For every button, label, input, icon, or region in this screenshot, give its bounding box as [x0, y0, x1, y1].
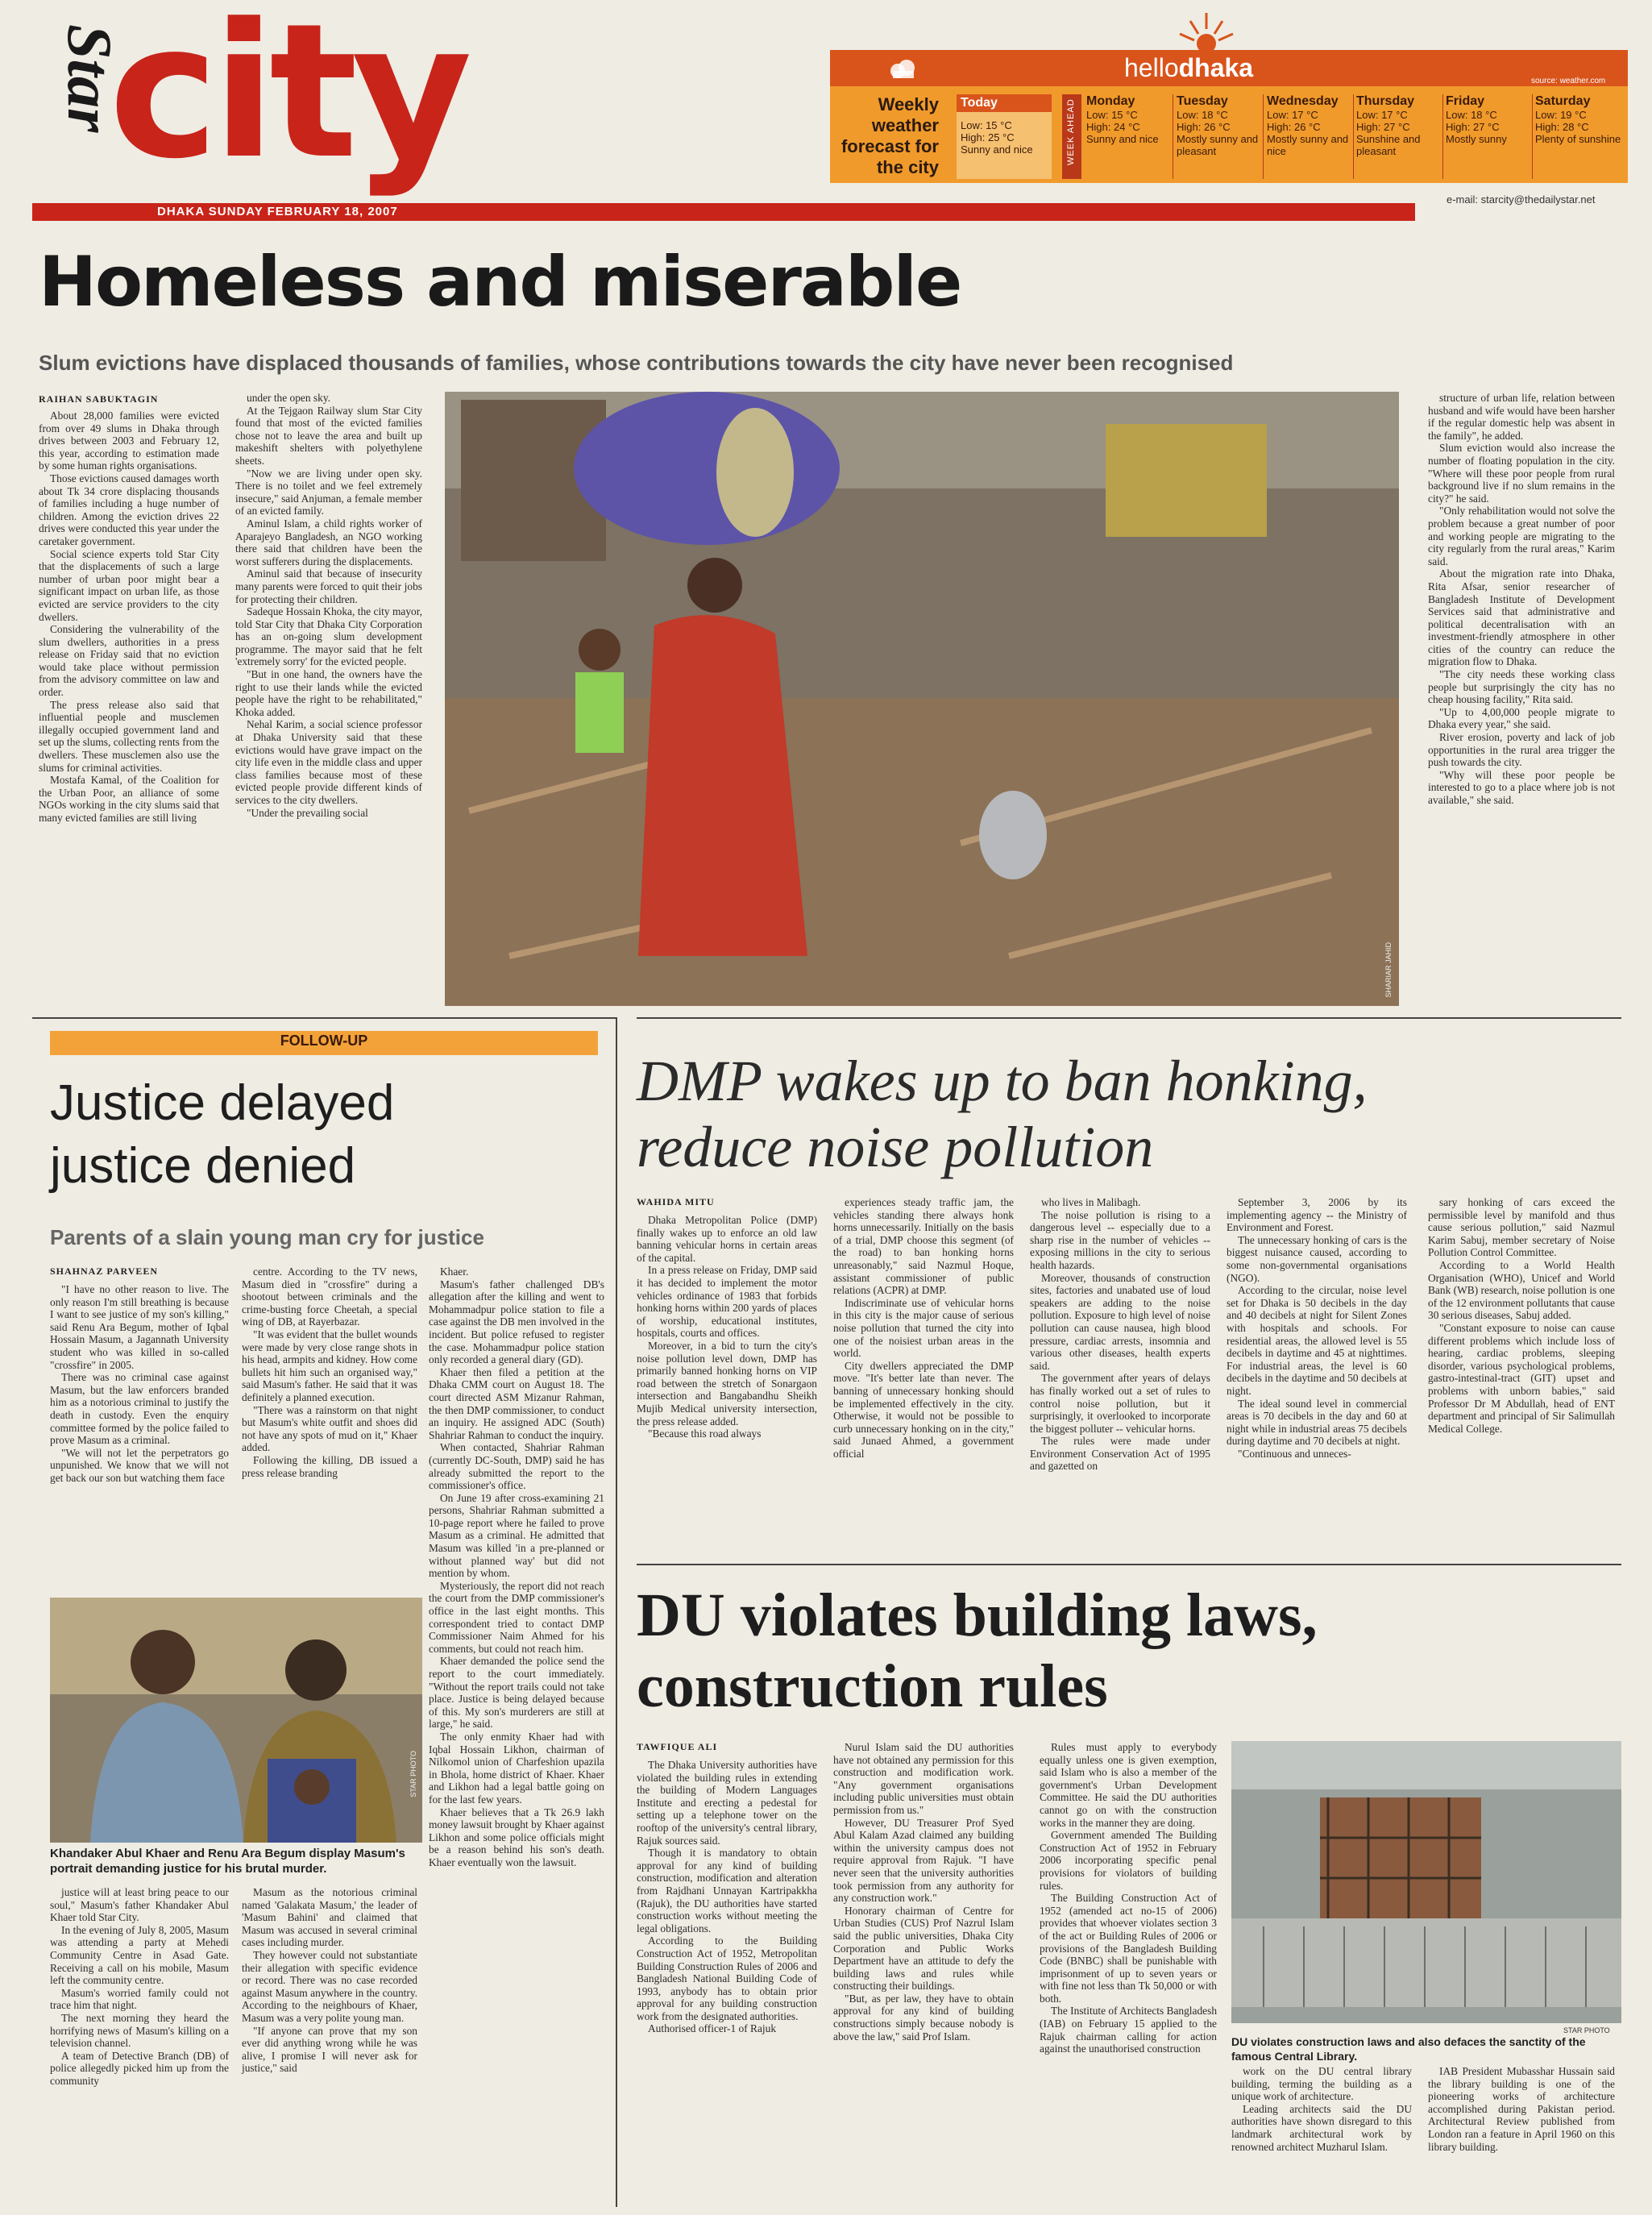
lead-dek: Slum evictions have displaced thousands of families, whose contributions towards the city have never been recognised: [39, 351, 1234, 375]
paragraph: Mostafa Kamal, of the Coalition for the Urban Poor, an alliance of some NGOs working in the city slums said that many evicted families are still living: [39, 774, 219, 824]
du-column-4: [1231, 2065, 1412, 2210]
weather-day-desc: Mostly sunny: [1446, 133, 1507, 145]
paragraph: The only enmity Khaer had with Iqbal Hossain Likhon, chairman of Nilkomol union of Charfeshion upazila in Bhola, home district of Khaer. Khaer and Likhon had a legal battle going on for the last few years.: [429, 1730, 604, 1806]
paragraph: "It was evident that the bullet wounds were made by very close range shots in his head, armpits and kidney. How come bullets hit him such an organised way," said Masum's father. He said that it was definitely a planned execution.: [242, 1328, 417, 1403]
weather-day-high: High: 28 °C: [1535, 121, 1589, 133]
paragraph: under the open sky.: [247, 392, 330, 404]
lead-photo: [445, 392, 1399, 1006]
paragraph: River erosion, poverty and lack of job opportunities in the rural area trigger the push towards the city.: [1428, 731, 1615, 769]
followup-column-5: [242, 1886, 417, 2209]
paragraph: Masum's father challenged DB's allegation after the killing and went to Mohammadpur police station to file a case against the DB men involved in the incident. But police refused to register the case. Mohammadpur police station only recorded a general diary (GD).: [429, 1278, 604, 1366]
paragraph: Nurul Islam said the DU authorities have not obtained any permission for this construction and modification work. "Any government organisations including public universities must obtain permission from us.": [833, 1741, 1014, 1816]
weather-divider: [1353, 94, 1354, 179]
paragraph: Aminul Islam, a child rights worker of Aparajeyo Bangladesh, an NGO working there said that children have been the worst sufferers during the displacements.: [235, 517, 422, 567]
star-logo: [32, 16, 125, 202]
paragraph: Moreover, thousands of construction sites, factories and unabated use of loud speakers are adding to the noise pollution. Exposure to high level of noise pollution can cause nausea, high blood pressure, cardiac arrests, insomnia and various other diseases, health experts said.: [1030, 1271, 1210, 1372]
du-photo-illustration: [1231, 1741, 1621, 2023]
paragraph: Considering the vulnerability of the slum dwellers, authorities in a press release on Friday said that no eviction would take place without permission from the advisory committee on law and order.: [39, 623, 219, 699]
followup-column-4: [50, 1886, 229, 2209]
followup-column-2: [242, 1265, 417, 1590]
paragraph: "There was a rainstorm on that night but Masum's white outfit and shoes did not have any spots of mud on it," Khaer added.: [242, 1403, 417, 1454]
week-ahead-strip: [1062, 94, 1081, 179]
weather-day-high: High: 26 °C: [1177, 121, 1231, 133]
paragraph: The press release also said that influential people and musclemen illegally occupied government land and set up the slums, collecting rents from the dwellers. These musclemen also use the slums for criminal activities.: [39, 698, 219, 774]
paragraph: "Because this road always: [648, 1427, 762, 1440]
paragraph: Khaer.: [440, 1265, 469, 1278]
contact-email: e-mail: starcity@thedailystar.net: [1447, 193, 1596, 206]
paragraph: Government amended The Building Construction Act of 1952 in February 2006 incorporating specific penal provisions for violators of building rules.: [1040, 1829, 1217, 1892]
paragraph: Masum as the notorious criminal named 'Galakata Masum,' the leader of 'Masum Bahini' and claimed that Masum was accused in several criminal cases including murder.: [242, 1886, 417, 1949]
lead-headline: Homeless and miserable: [39, 242, 961, 322]
dmp-byline: WAHIDA MITU: [637, 1196, 715, 1207]
paragraph: Leading architects said the DU authorities have shown disregard to this landmark architectural work by renowned architect Muzharul Islam.: [1231, 2102, 1412, 2153]
weather-today-desc: Sunny and nice: [961, 143, 1033, 156]
paragraph: centre. According to the TV news, Masum died in "crossfire" during a shootout between criminals and the crime-busting force Cheetah, a special wing of DB, at Rayerbazar.: [242, 1265, 417, 1328]
du-photo-credit: STAR PHOTO: [1563, 2026, 1610, 2034]
weather-today-label: Today: [961, 96, 998, 110]
weather-brand: [1124, 53, 1253, 83]
paragraph: Khaer then filed a petition at the Dhaka CMM court on August 18. The court directed ASM Mizanur Rahman, the then DMP commissioner, to conduct an inquiry. He assigned ADC (South) Shahriar Rahman to conduct the inquiry.: [429, 1365, 604, 1441]
paragraph: IAB President Mubasshar Hussain said the library building is one of the pioneering works of architecture accomplished during Pakistan period. Architectural Review published from London ran a feature in April 1960 on this library building.: [1428, 2065, 1615, 2153]
weather-day-label: Wednesday: [1267, 94, 1339, 108]
paragraph: In a press release on Friday, DMP said it has decided to implement the motor vehicles ordinance of 1983 that forbids honking horns within 200 yards of places of worship, educational institutes, hospitals, courts and offices.: [637, 1264, 817, 1340]
dmp-column-2: [833, 1196, 1014, 1552]
weather-brand-light: hello: [1124, 53, 1179, 82]
dmp-headline-line-1: DMP wakes up to ban honking,: [637, 1049, 1368, 1113]
weather-today-low: Low: 15 °C: [961, 119, 1012, 131]
du-column-1: [637, 1759, 817, 2210]
dmp-column-5: [1428, 1196, 1615, 1552]
paragraph: "But in one hand, the owners have the right to use their lands while the evicted people have the right to be rehabilitated," Khoka added.: [235, 668, 422, 718]
paragraph: In the evening of July 8, 2005, Masum was attending a party at Mehedi Community Centre in Asad Gate. Receiving a call on his mobile, Masum left the community centre.: [50, 1923, 229, 1987]
weather-day-label: Thursday: [1356, 94, 1415, 108]
followup-byline: SHAHNAZ PARVEEN: [50, 1265, 159, 1277]
paragraph: However, DU Treasurer Prof Syed Abul Kalam Azad claimed any building within the university campus does not require approval from Rajuk. "I have never seen that the university authorities took permission from any authority for any construction work.": [833, 1816, 1014, 1905]
week-ahead-label: WEEK AHEAD: [1066, 98, 1076, 165]
dmp-column-3: [1030, 1196, 1210, 1552]
weather-day-desc: Mostly sunny and nice: [1267, 133, 1349, 157]
paragraph: justice will at least bring peace to our soul," Masum's father Khandaker Abul Khaer told Star City.: [50, 1886, 229, 1924]
city-logo: city: [109, 0, 467, 200]
paragraph: About 28,000 families were evicted from over 49 slums in Dhaka through drives between 2003 and February 12, this year, according to estimation made by some human rights organisations.: [39, 409, 219, 472]
paragraph: "Up to 4,00,000 people migrate to Dhaka every year," she said.: [1428, 705, 1615, 731]
du-byline: TAWFIQUE ALI: [637, 1741, 718, 1752]
paragraph: Authorised officer-1 of Rajuk: [648, 2022, 777, 2035]
weather-day-desc: Sunshine and pleasant: [1356, 133, 1421, 157]
weather-day-label: Monday: [1086, 94, 1135, 108]
star-logo-text: Star: [55, 24, 125, 133]
paragraph: structure of urban life, relation between husband and wife would have been harsher if the regular domestic help was absent in the family", he added.: [1428, 392, 1615, 442]
followup-headline-line-2: justice denied: [50, 1138, 356, 1194]
weather-day-low: Low: 19 °C: [1535, 109, 1587, 121]
paragraph: "Constant exposure to noise can cause different problems which include loss of hearing, cardiac problems, sleeping disorder, various psychological problems, gastro-intestinal-tract (GIT) upset and problems with unborn babies," said Professor Dr M Abdullah, head of ENT department and principal of Sir Salimullah Medical College.: [1428, 1321, 1615, 1435]
paragraph: When contacted, Shahriar Rahman (currently DC-South, DMP) said he has already submitted the report to the commissioner's office.: [429, 1441, 604, 1492]
weather-divider: [1442, 94, 1443, 179]
paragraph: The unnecessary honking of cars is the biggest nuisance caused, according to some non-governmental organisations (NGO).: [1227, 1233, 1407, 1284]
weather-day: [1267, 94, 1354, 157]
paragraph: There was no criminal case against Masum, but the law enforcers branded him as a notorious criminal to justify the death in custody. Even the enquiry committee formed by the police failed to prove Masum as a criminal.: [50, 1371, 229, 1447]
paragraph: who lives in Malibagh.: [1041, 1196, 1141, 1208]
weather-day-label: Friday: [1446, 94, 1485, 108]
paragraph: "I have no other reason to live. The only reason I'm still breathing is because I want to see justice of my son's killing," said Renu Ara Begum, mother of Iqbal Hossain Masum, a Jagannath University student who was killed in so-called "crossfire" in 2005.: [50, 1283, 229, 1371]
paragraph: The Building Construction Act of 1952 (amended act no-15 of 2006) provides that whoever violates section 3 of the act or Building Rules of 2006 or provisions of the Bangladesh Building Code (BNBC) shall be punishable with imprisonment of up to seven years or with fine not less than Tk 50,000 or with both.: [1040, 1892, 1217, 2005]
weather-day-high: High: 24 °C: [1086, 121, 1140, 133]
paragraph: A team of Detective Branch (DB) of police allegedly picked him up from the community: [50, 2049, 229, 2087]
paragraph: Khaer believes that a Tk 26.9 lakh money lawsuit brought by Khaer against Likhon and some police officials might be a reason behind his son's death. Khaer eventually won the lawsuit.: [429, 1806, 604, 1868]
paragraph: Social science experts told Star City that the displacements of such a large number of urban poor might bear a significant impact on urban life, as those evicted are service providers to the city dwellers.: [39, 547, 219, 623]
lead-column-2: [235, 392, 422, 1006]
weather-day-label: Saturday: [1535, 94, 1591, 108]
du-library-photo: [1231, 1741, 1621, 2023]
paragraph: The government after years of delays has finally worked out a set of rules to control noise pollution, but it surprisingly, it overlooked to incorporate the biggest polluter -- vehicular horns.: [1030, 1372, 1210, 1435]
weather-day-high: High: 26 °C: [1267, 121, 1321, 133]
weather-title: Weekly weather forecast for the city: [841, 94, 939, 177]
followup-right-rule: [616, 1017, 617, 2207]
weather-day-desc: Plenty of sunshine: [1535, 133, 1621, 145]
paragraph: "We will not let the perpetrators go unpunished. We know that we will not get back our son but watching them face: [50, 1446, 229, 1484]
du-headline: [637, 1580, 1318, 1722]
paragraph: "Now we are living under open sky. There is no toilet and we feel extremely insecure," said Anjuman, a female member of an evicted family.: [235, 467, 422, 517]
paragraph: The noise pollution is rising to a dangerous level -- especially due to a sharp rise in the number of vehicles -- exposing millions in the city to serious health hazards.: [1030, 1208, 1210, 1271]
paragraph: Nehal Karim, a social science professor at Dhaka University said that these evictions would have grave impact on the city life even in the middle class and upper class families because most of these evicted people provide different kinds of services to the city dwellers.: [235, 718, 422, 806]
weather-day-label: Tuesday: [1177, 94, 1228, 108]
paragraph: On June 19 after cross-examining 21 persons, Shahriar Rahman submitted a 10-page report where he failed to prove Masum as a criminal. He admitted that Masum was killed 'in a pre-planned or without planned way' but did not mention by whom.: [429, 1491, 604, 1580]
followup-photo: [50, 1598, 422, 1843]
weather-today-high: High: 25 °C: [961, 131, 1015, 143]
paragraph: Dhaka Metropolitan Police (DMP) finally wakes up to enforce an old law banning vehicular horns in certain areas of the capital.: [637, 1214, 817, 1264]
paragraph: Mysteriously, the report did not reach the court from the DMP commissioner's office in the last eight months. This correspondent tried to contact DMP Commissioner Naim Ahmed for his comments, but could not reach him.: [429, 1579, 604, 1655]
paragraph: The Institute of Architects Bangladesh (IAB) on February 15 applied to the Rajuk chairman calling for action against the unauthorised construction: [1040, 2005, 1218, 2055]
lead-photo-illustration: [445, 392, 1399, 1006]
paragraph: The rules were made under Environment Conservation Act of 1995 and gazetted on: [1030, 1435, 1210, 1473]
weather-day-low: Low: 18 °C: [1177, 109, 1228, 121]
weather-day-low: Low: 17 °C: [1267, 109, 1318, 121]
paragraph: Rules must apply to everybody equally unless one is given exemption, said Islam who is also a member of the government's Urban Development Committee. He said the DU authorities cannot go on with the construction works in the manner they are doing.: [1040, 1741, 1217, 1829]
paragraph: Following the killing, DB issued a press release branding: [242, 1453, 417, 1479]
followup-tag: FOLLOW-UP: [280, 1033, 368, 1049]
paragraph: "But, as per law, they have to obtain approval for any kind of building constructions simply because nobody is above the law," said Prof Islam.: [833, 1992, 1014, 2043]
followup-column-3: [429, 1265, 604, 2200]
du-top-rule: [637, 1564, 1621, 1565]
weather-day-low: Low: 17 °C: [1356, 109, 1408, 121]
paragraph: Khaer demanded the police send the report to the court immediately. "Without the report trails could not take place. Justice is being delayed because of this. My son's murderers are still at large," he said.: [429, 1655, 604, 1731]
cloud-icon: [886, 56, 919, 81]
dmp-headline: [637, 1048, 1368, 1180]
paragraph: work on the DU central library building, terming the building as a unique work of architecture.: [1231, 2065, 1412, 2103]
paragraph: According to a World Health Organisation (WHO), Unicef and World Bank (WB) research, noise pollution is one of the 12 environment pollutants that cause 30 serious diseases, Sabuj added.: [1428, 1258, 1615, 1322]
paragraph: Moreover, in a bid to turn the city's noise pollution level down, DMP has primarily banned honking horns on VIP road between the stretch of Sonargaon intersection and Bangabandhu Sheikh Mujib Medical university intersection, the press release added.: [637, 1339, 817, 1427]
weather-divider: [1532, 94, 1533, 179]
dmp-column-1: [637, 1214, 817, 1552]
weather-day-high: High: 27 °C: [1446, 121, 1500, 133]
followup-column-1: [50, 1283, 229, 1590]
paragraph: "Why will these poor people be interested to go to a place where job is not available," she said.: [1428, 768, 1615, 806]
followup-top-rule: [32, 1017, 617, 1019]
paragraph: The ideal sound level in commercial areas is 70 decibels in the day and 60 at night while in industrial areas 75 decibels during daytime and 70 decibels at night.: [1227, 1397, 1407, 1448]
lead-photo-credit: SHARIAR JAHID: [1384, 942, 1393, 998]
weather-day-low: Low: 18 °C: [1446, 109, 1497, 121]
followup-dek: Parents of a slain young man cry for justice: [50, 1225, 484, 1249]
paragraph: The Dhaka University authorities have violated the building rules in extending the building of Modern Languages Institute and erecting a pedestal for setting up a telephone tower on the rooftop of the university's central library, Rajuk sources said.: [637, 1759, 817, 1847]
weather-brand-bold: dhaka: [1178, 53, 1254, 82]
paragraph: sary honking of cars exceed the permissible level by manifold and thus cause serious pollution," said Nazmul Karim Sabuj, member secretary of Noise Pollution Control Committee.: [1428, 1196, 1615, 1259]
lead-column-1: [39, 409, 219, 1006]
paragraph: Aminul said that because of insecurity many parents were forced to quit their jobs for protecting their children.: [235, 567, 422, 605]
paragraph: "The city needs these working class people but surprisingly the city has no cheap housing facility," Rita said.: [1428, 668, 1615, 706]
weather-day-low: Low: 15 °C: [1086, 109, 1138, 121]
paragraph: At the Tejgaon Railway slum Star City found that most of the evicted families chose not to leave the area and built up makeshift shelters with polyethylene sheets.: [235, 404, 422, 467]
weather-day-desc: Mostly sunny and pleasant: [1177, 133, 1259, 157]
weather-day: [1177, 94, 1264, 157]
paragraph: September 3, 2006 by its implementing agency -- the Ministry of Environment and Forest.: [1227, 1196, 1407, 1234]
paragraph: They however could not substantiate their allegation with specific evidence or record. There was no case recorded against Masum anywhere in the country. According to the neighbours of Khaer, Masum was a very polite young man.: [242, 1948, 417, 2024]
paragraph: Masum's worried family could not trace him that night.: [50, 1986, 229, 2012]
weather-day-high: High: 27 °C: [1356, 121, 1410, 133]
paragraph: According to the circular, noise level set for Dhaka is 50 decibels in the day and 40 decibels at night for Silent Zones with hospitals and schools. For residential areas, the allowed level is 55 decibels in daytime and 45 at nighttimes. For industrial areas, the level is 60 decibels in the daytime and 50 decibels at night.: [1227, 1284, 1407, 1397]
paragraph: "Only rehabilitation would not solve the problem because a great number of poor and working people are migrating to the city regularly from the rural areas," Karim said.: [1428, 505, 1615, 567]
paragraph: According to the Building Construction Act of 1952, Metropolitan Building Construction Rules of 2006 and Bangladesh National Building Code of 1993, anybody has to obtain prior approval for any building construction work from the designated authorities.: [637, 1934, 817, 2022]
issue-date: DHAKA SUNDAY FEBRUARY 18, 2007: [157, 205, 398, 218]
weather-day: [1086, 94, 1173, 145]
du-column-5: [1428, 2065, 1615, 2210]
du-headline-line-1: DU violates building laws,: [637, 1581, 1318, 1649]
weather-day-desc: Sunny and nice: [1086, 133, 1159, 145]
paragraph: "If anyone can prove that my son ever did anything wrong while he was alive, I promise I will never ask for justice," said: [242, 2024, 417, 2075]
weather-day: [1356, 94, 1443, 157]
du-column-3: [1040, 1741, 1217, 2210]
followup-headline: [50, 1072, 394, 1198]
followup-photo-credit: STAR PHOTO: [409, 1751, 417, 1797]
weather-day: [1446, 94, 1533, 145]
weather-source: source: weather.com: [1531, 77, 1606, 85]
paragraph: Indiscriminate use of vehicular horns in this city is the major cause of serious noise pollution that turned the city into one of the noisiest urban areas in the world.: [833, 1296, 1014, 1360]
followup-caption: Khandaker Abul Khaer and Renu Ara Begum display Masum's portrait demanding justice for his brutal murder.: [50, 1847, 405, 1876]
lead-byline: RAIHAN SABUKTAGIN: [39, 393, 159, 405]
lead-column-3: [1428, 392, 1615, 1006]
paragraph: City dwellers appreciated the DMP move. "It's better late than never. The banning of unnecessary honking should be implemented effectively in the city. Otherwise, it would not be possible to curb unnecessary honking on in the city," said Junaed Ahmed, a government official: [833, 1359, 1014, 1460]
paragraph: "Under the prevailing social: [247, 806, 368, 819]
paragraph: Slum eviction would also increase the number of floating population in the city. "Where will these poor people from rural background live if no slum remains in the city?" he said.: [1428, 442, 1615, 505]
followup-photo-illustration: [50, 1598, 422, 1843]
du-column-2: [833, 1741, 1014, 2210]
weather-divider: [1263, 94, 1264, 179]
paragraph: The next morning they heard the horrifying news of Masum's killing on a television channel.: [50, 2011, 229, 2050]
paragraph: Sadeque Hossain Khoka, the city mayor, told Star City that Dhaka City Corporation has an on-going slum development programme. The mayor said that he felt 'extremely sorry' for the evicted people.: [235, 605, 422, 668]
paragraph: Those evictions caused damages worth about Tk 34 crore displacing thousands of families including a huge number of children. Among the eviction drives 22 drives were conducted this year under the caretaker government.: [39, 472, 219, 547]
followup-headline-line-1: Justice delayed: [50, 1075, 395, 1131]
paragraph: Honorary chairman of Centre for Urban Studies (CUS) Prof Nazrul Islam said the public universities, Dhaka City Corporation and Public Works Department have an attitude to defy the building laws and rules while constructing their buildings.: [833, 1904, 1014, 1993]
sun-icon: [1178, 11, 1235, 50]
dmp-top-rule: [637, 1017, 1621, 1019]
paragraph: "Continuous and unneces-: [1238, 1447, 1351, 1460]
weather-day: [1535, 94, 1624, 145]
dmp-headline-line-2: reduce noise pollution: [637, 1115, 1154, 1179]
du-headline-line-2: construction rules: [637, 1652, 1108, 1720]
paragraph: experiences steady traffic jam, the vehicles standing there always honk horns unnecessarily. Initially on the basis of a trial, DMP choose this segment (of the road) to ban honking horns unreasonably," said Nazmul Hoque, assistant commissioner of public relations (ACPR) at DMP.: [833, 1196, 1014, 1297]
paragraph: About the migration rate into Dhaka, Rita Afsar, senior researcher of Bangladesh Institute of Development Services said that administrative and political decentralisation with an investment-friendly atmosphere in other cities of the country can reduce the migration flow to Dhaka.: [1428, 567, 1615, 668]
paragraph: Though it is mandatory to obtain approval for any kind of building construction, modification and alteration from Rajdhani Unnayan Kartripakkha (Rajuk), the DU authorities have started construction works without meeting the legal obligations.: [637, 1847, 817, 1934]
weather-today-detail: [961, 119, 1049, 156]
du-caption: DU violates construction laws and also defaces the sanctity of the famous Central Library.: [1231, 2035, 1586, 2063]
dmp-column-4: [1227, 1196, 1407, 1552]
